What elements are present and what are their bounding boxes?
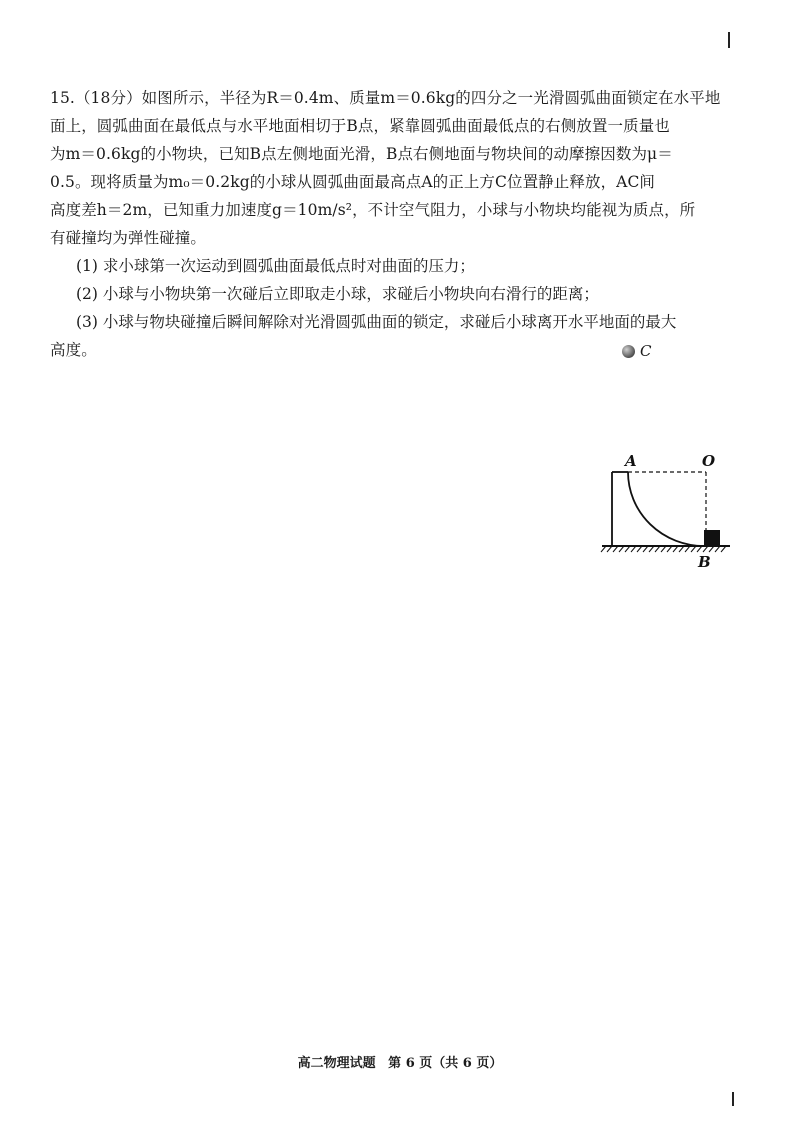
sub-question-1: (1) 求小球第一次运动到圆弧曲面最低点时对曲面的压力； — [76, 257, 475, 275]
label-o: O — [702, 452, 716, 470]
ball-c — [622, 342, 651, 360]
label-a: A — [625, 452, 637, 470]
question-line: 0.5。现将质量为m₀＝0.2kg的小球从圆弧曲面最高点A的正上方C位置静止释放，AC间 — [50, 173, 656, 191]
page-footer — [0, 1052, 800, 1071]
label-b: B — [698, 553, 711, 571]
question-line: 15.（18分）如图所示，半径为R＝0.4m、质量m＝0.6kg的四分之一光滑圆弧曲面锁定在水平地 — [50, 89, 721, 107]
sub-question-3: (3) 小球与物块碰撞后瞬间解除对光滑圆弧曲面的锁定，求碰后小球离开水平地面的最大 — [76, 313, 677, 331]
ball-label-c: C — [640, 342, 652, 360]
question-15 — [50, 84, 750, 364]
footer-page: 第 6 页（共 6 页） — [388, 1056, 503, 1071]
sub-question-3-continued: 高度。 — [50, 341, 97, 359]
binding-mark-top — [728, 32, 730, 48]
dashed-lines — [628, 472, 706, 530]
question-line: 高度差h＝2m，已知重力加速度g＝10m/s²，不计空气阻力，小球与小物块均能视为质点，所 — [50, 201, 696, 219]
arc-surface — [612, 472, 704, 546]
arc-diagram — [598, 450, 738, 575]
question-line: 面上，圆弧曲面在最低点与水平地面相切于B点，紧靠圆弧曲面最低点的右侧放置一质量也 — [50, 117, 670, 135]
sub-question-2: (2) 小球与小物块第一次碰后立即取走小球，求碰后小物块向右滑行的距离； — [76, 285, 599, 303]
footer-subject: 高二物理试题 — [297, 1056, 376, 1071]
question-line: 为m＝0.6kg的小物块，已知B点左侧地面光滑，B点右侧地面与物块间的动摩擦因数为μ＝ — [50, 145, 673, 163]
binding-mark-bottom — [732, 1092, 734, 1106]
question-line: 有碰撞均为弹性碰撞。 — [50, 229, 207, 247]
block — [704, 530, 720, 546]
ball-icon — [622, 345, 635, 358]
ground — [601, 546, 730, 552]
